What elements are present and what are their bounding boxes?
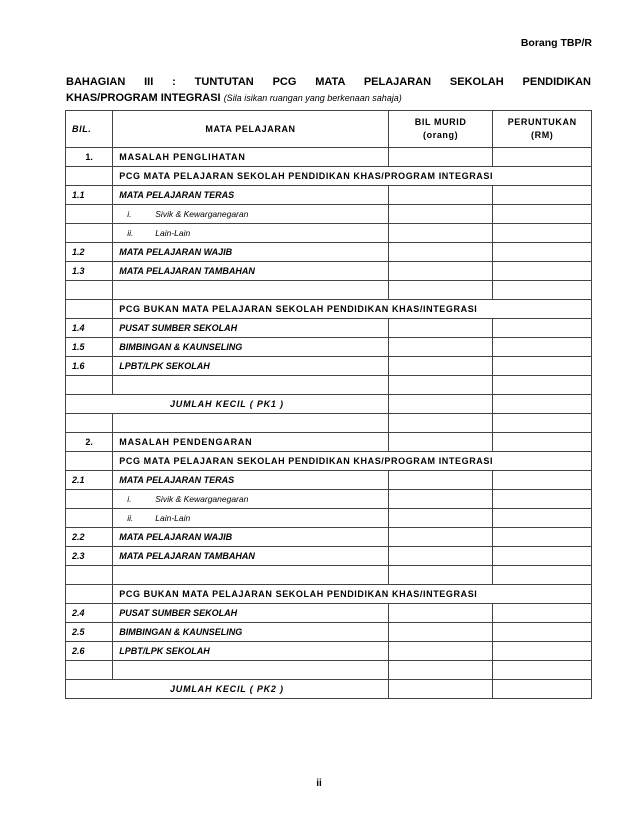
sub-item-no: i.	[127, 209, 132, 219]
table-row	[66, 490, 592, 509]
allocation-cell[interactable]	[493, 528, 592, 547]
table-row	[66, 528, 592, 547]
subject-label: MATA PELAJARAN WAJIB	[113, 243, 389, 262]
row-no: 1.5	[66, 338, 113, 357]
students-cell[interactable]	[388, 490, 493, 509]
students-cell[interactable]	[388, 528, 493, 547]
row-no	[66, 661, 113, 680]
allocation-cell[interactable]	[493, 319, 592, 338]
subject-label: BIMBINGAN & KAUNSELING	[113, 623, 389, 642]
row-no	[66, 566, 113, 585]
table-row	[66, 547, 592, 566]
row-no	[66, 167, 113, 186]
students-cell[interactable]	[388, 471, 493, 490]
allocation-cell[interactable]	[493, 243, 592, 262]
subject-label: PUSAT SUMBER SEKOLAH	[113, 604, 389, 623]
students-cell[interactable]	[388, 319, 493, 338]
allocation-cell[interactable]	[493, 604, 592, 623]
row-no: 2.3	[66, 547, 113, 566]
allocation-total-cell[interactable]	[493, 395, 592, 414]
students-cell[interactable]	[388, 433, 493, 452]
section-title-line2: KHAS/PROGRAM INTEGRASI	[66, 92, 221, 104]
table-row	[66, 319, 592, 338]
table-row	[66, 281, 592, 300]
row-no: 2.6	[66, 642, 113, 661]
header-bil: BIL.	[66, 111, 113, 148]
students-cell[interactable]	[388, 661, 493, 680]
subheading: PCG BUKAN MATA PELAJARAN SEKOLAH PENDIDIKAN KHAS/INTEGRASI	[113, 300, 592, 319]
students-cell[interactable]	[388, 186, 493, 205]
allocation-cell[interactable]	[493, 414, 592, 433]
section-title-continued	[66, 90, 402, 106]
row-no	[66, 300, 113, 319]
students-cell[interactable]	[388, 243, 493, 262]
subheading: PCG MATA PELAJARAN SEKOLAH PENDIDIKAN KHAS/PROGRAM INTEGRASI	[113, 452, 592, 471]
subtotal-label: JUMLAH KECIL ( PK2 )	[66, 680, 389, 699]
row-no	[66, 414, 113, 433]
table-row	[66, 604, 592, 623]
subheading: PCG MATA PELAJARAN SEKOLAH PENDIDIKAN KHAS/PROGRAM INTEGRASI	[113, 167, 592, 186]
allocation-cell[interactable]	[493, 357, 592, 376]
students-cell[interactable]	[388, 357, 493, 376]
row-no	[66, 224, 113, 243]
row-no: 2.5	[66, 623, 113, 642]
sub-item-no: ii.	[127, 228, 134, 238]
subject-label: MATA PELAJARAN TAMBAHAN	[113, 547, 389, 566]
table-row	[66, 642, 592, 661]
table-row	[66, 338, 592, 357]
subject-label: PUSAT SUMBER SEKOLAH	[113, 319, 389, 338]
subject-label: MATA PELAJARAN WAJIB	[113, 528, 389, 547]
students-cell[interactable]	[388, 547, 493, 566]
allocation-cell[interactable]	[493, 205, 592, 224]
subject-label: MATA PELAJARAN TAMBAHAN	[113, 262, 389, 281]
subtotal-row	[66, 680, 592, 699]
allocation-cell[interactable]	[493, 509, 592, 528]
students-total-cell[interactable]	[388, 395, 493, 414]
row-no: 1.4	[66, 319, 113, 338]
table-row	[66, 509, 592, 528]
row-no: 2.1	[66, 471, 113, 490]
sub-item	[113, 224, 389, 243]
table-row	[66, 148, 592, 167]
table-row	[66, 376, 592, 395]
table-row	[66, 433, 592, 452]
students-cell[interactable]	[388, 338, 493, 357]
allocation-cell[interactable]	[493, 281, 592, 300]
students-cell[interactable]	[388, 642, 493, 661]
header-subject: MATA PELAJARAN	[113, 111, 389, 148]
row-no	[66, 281, 113, 300]
sub-item	[113, 205, 389, 224]
sub-item-label: Sivik & Kewarganegaran	[155, 494, 249, 504]
row-no	[66, 376, 113, 395]
subject-label: LPBT/LPK SEKOLAH	[113, 357, 389, 376]
allocation-cell[interactable]	[493, 224, 592, 243]
subject-label: MATA PELAJARAN TERAS	[113, 471, 389, 490]
allocation-cell[interactable]	[493, 338, 592, 357]
table-row	[66, 167, 592, 186]
header-allocation-label: PERUNTUKAN	[507, 117, 577, 127]
claims-table	[65, 110, 592, 699]
table-row	[66, 262, 592, 281]
subtotal-label: JUMLAH KECIL ( PK1 )	[66, 395, 389, 414]
sub-item-label: Sivik & Kewarganegaran	[155, 209, 249, 219]
table-row	[66, 623, 592, 642]
allocation-cell[interactable]	[493, 642, 592, 661]
row-no	[66, 585, 113, 604]
allocation-cell[interactable]	[493, 186, 592, 205]
students-cell[interactable]	[388, 148, 493, 167]
table-row	[66, 300, 592, 319]
header-students-unit: (orang)	[423, 130, 459, 140]
row-no: 1.2	[66, 243, 113, 262]
table-row	[66, 661, 592, 680]
section-note: (Sila isikan ruangan yang berkenaan sahaja)	[223, 93, 402, 103]
students-cell[interactable]	[388, 205, 493, 224]
form-code: Borang TBP/R	[520, 37, 592, 49]
students-cell[interactable]	[388, 623, 493, 642]
group-title: MASALAH PENGLIHATAN	[113, 148, 389, 167]
students-cell[interactable]	[388, 376, 493, 395]
table-header-row	[66, 111, 592, 148]
row-no: 1.3	[66, 262, 113, 281]
students-cell[interactable]	[388, 566, 493, 585]
sub-item-label: Lain-Lain	[155, 228, 191, 238]
allocation-cell[interactable]	[493, 148, 592, 167]
group-title: MASALAH PENDENGARAN	[113, 433, 389, 452]
allocation-cell[interactable]	[493, 490, 592, 509]
students-cell[interactable]	[388, 262, 493, 281]
allocation-cell[interactable]	[493, 623, 592, 642]
subheading: PCG BUKAN MATA PELAJARAN SEKOLAH PENDIDIKAN KHAS/INTEGRASI	[113, 585, 592, 604]
table-row	[66, 585, 592, 604]
table-row	[66, 186, 592, 205]
row-no: 1.6	[66, 357, 113, 376]
table-row	[66, 452, 592, 471]
table-row	[66, 224, 592, 243]
table-row	[66, 471, 592, 490]
subject-label	[113, 566, 389, 585]
allocation-cell[interactable]	[493, 433, 592, 452]
subject-label	[113, 661, 389, 680]
sub-item	[113, 509, 389, 528]
row-no	[66, 205, 113, 224]
students-cell[interactable]	[388, 281, 493, 300]
students-cell[interactable]	[388, 224, 493, 243]
row-no	[66, 509, 113, 528]
sub-item-label: Lain-Lain	[155, 513, 191, 523]
row-no: 1.	[66, 148, 113, 167]
allocation-cell[interactable]	[493, 376, 592, 395]
allocation-cell[interactable]	[493, 566, 592, 585]
page-number: ii	[316, 778, 322, 789]
row-no: 2.	[66, 433, 113, 452]
row-no: 2.2	[66, 528, 113, 547]
row-no: 2.4	[66, 604, 113, 623]
subtotal-row	[66, 395, 592, 414]
students-cell[interactable]	[388, 509, 493, 528]
header-allocation	[493, 111, 592, 148]
header-students	[388, 111, 493, 148]
table-row	[66, 205, 592, 224]
header-allocation-unit: (RM)	[531, 130, 554, 140]
section-title: BAHAGIAN III : TUNTUTAN PCG MATA PELAJARAN SEKOLAH PENDIDIKAN	[66, 76, 591, 88]
subject-label	[113, 376, 389, 395]
sub-item	[113, 490, 389, 509]
allocation-cell[interactable]	[493, 661, 592, 680]
table-row	[66, 566, 592, 585]
table-row	[66, 357, 592, 376]
subject-label	[113, 414, 389, 433]
subject-label	[113, 281, 389, 300]
students-total-cell[interactable]	[388, 680, 493, 699]
allocation-cell[interactable]	[493, 262, 592, 281]
table-row	[66, 243, 592, 262]
row-no: 1.1	[66, 186, 113, 205]
sub-item-no: i.	[127, 494, 132, 504]
sub-item-no: ii.	[127, 513, 134, 523]
subject-label: LPBT/LPK SEKOLAH	[113, 642, 389, 661]
allocation-cell[interactable]	[493, 471, 592, 490]
subject-label: BIMBINGAN & KAUNSELING	[113, 338, 389, 357]
row-no	[66, 490, 113, 509]
allocation-total-cell[interactable]	[493, 680, 592, 699]
students-cell[interactable]	[388, 414, 493, 433]
allocation-cell[interactable]	[493, 547, 592, 566]
table-row	[66, 414, 592, 433]
header-students-label: BIL MURID	[414, 117, 467, 127]
students-cell[interactable]	[388, 604, 493, 623]
row-no	[66, 452, 113, 471]
subject-label: MATA PELAJARAN TERAS	[113, 186, 389, 205]
